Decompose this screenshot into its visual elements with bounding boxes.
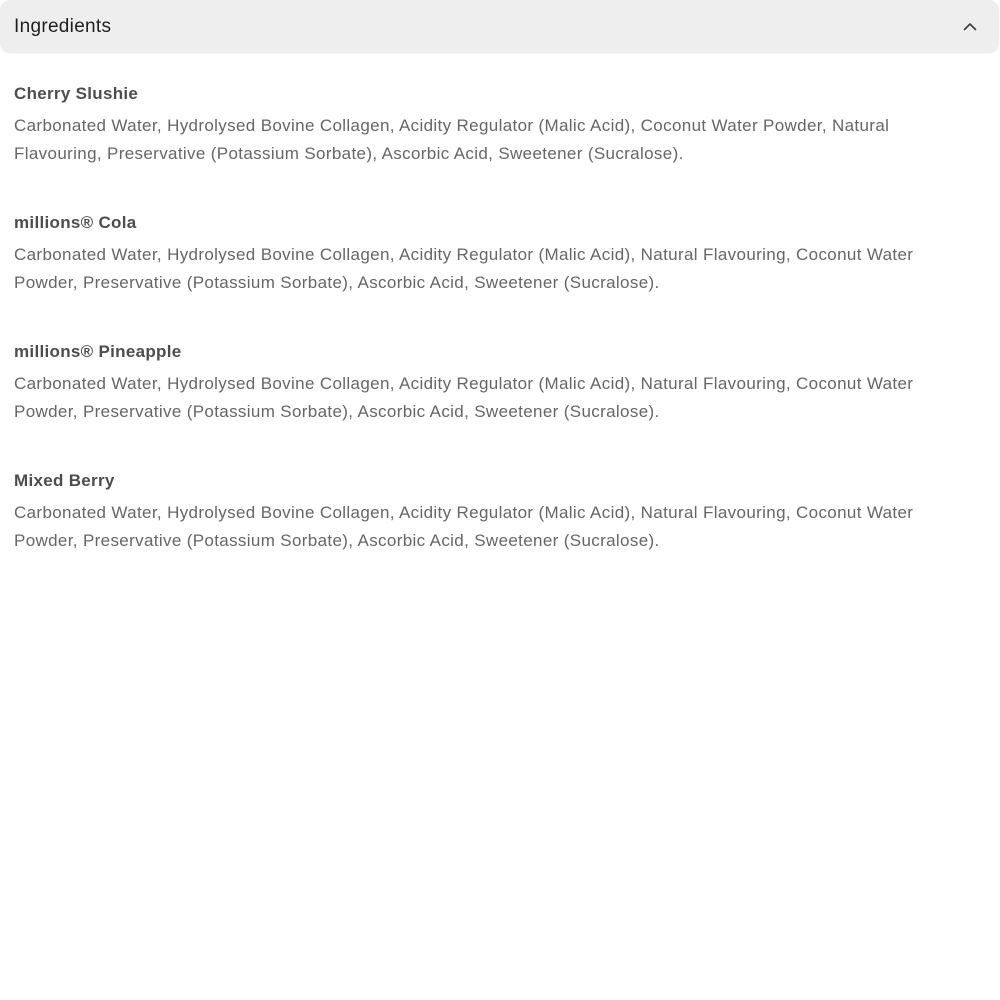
- flavor-name: millions® Cola: [14, 213, 137, 232]
- accordion-content: [0, 53, 1000, 555]
- flavor-ingredients-text: Carbonated Water, Hydrolysed Bovine Collagen, Acidity Regulator (Malic Acid), Coconut Water Powder, Natural Flavouring, Preservative (Potassium Sorbate), Ascorbic Acid, Sweetener (Sucralose).: [14, 116, 890, 163]
- flavor-ingredients-text: Carbonated Water, Hydrolysed Bovine Collagen, Acidity Regulator (Malic Acid), Natural Flavouring, Coconut Water Powder, Preservative (Potassium Sorbate), Ascorbic Acid, Sweetener (Sucralose).: [14, 503, 914, 550]
- flavor-ingredients-text: Carbonated Water, Hydrolysed Bovine Collagen, Acidity Regulator (Malic Acid), Natural Flavouring, Coconut Water Powder, Preservative (Potassium Sorbate), Ascorbic Acid, Sweetener (Sucralose).: [14, 245, 914, 292]
- flavor-name: Cherry Slushie: [14, 84, 139, 103]
- flavor-name: millions® Pineapple: [14, 342, 182, 361]
- flavor-name: Mixed Berry: [14, 471, 115, 490]
- accordion-title: Ingredients: [14, 15, 112, 37]
- flavor-section-millions-cola: [14, 211, 974, 297]
- flavor-section-millions-pineapple: [14, 340, 974, 426]
- ingredients-accordion-header[interactable]: [0, 0, 999, 53]
- flavor-section-cherry-slushie: [14, 82, 974, 168]
- flavor-ingredients-text: Carbonated Water, Hydrolysed Bovine Collagen, Acidity Regulator (Malic Acid), Natural Flavouring, Coconut Water Powder, Preservative (Potassium Sorbate), Ascorbic Acid, Sweetener (Sucralose).: [14, 374, 914, 421]
- flavor-section-mixed-berry: [14, 469, 974, 555]
- chevron-up-icon[interactable]: [963, 20, 977, 34]
